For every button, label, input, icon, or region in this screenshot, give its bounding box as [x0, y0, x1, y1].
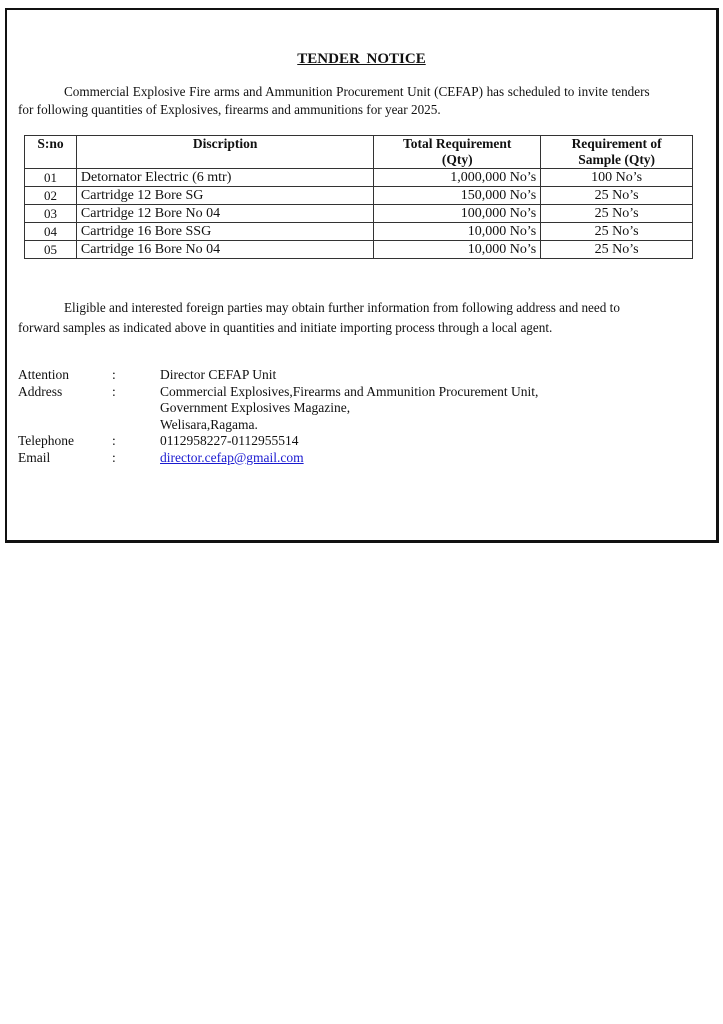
cell-total: 10,000 No’s — [374, 223, 541, 241]
cell-sample: 25 No’s — [541, 241, 693, 259]
cell-sample: 25 No’s — [541, 223, 693, 241]
table-row — [25, 241, 693, 259]
separator: : — [112, 433, 116, 448]
address-line-2: Government Explosives Magazine, — [160, 400, 351, 415]
email-label: Email — [18, 449, 51, 465]
header-total-line-1: Total Requirement — [403, 136, 512, 151]
intro-line-2: for following quantities of Explosives, firearms and ammunitions for year 2025. — [18, 101, 441, 117]
cell-description: Cartridge 16 Bore No 04 — [76, 241, 373, 259]
eligibility-paragraph — [18, 298, 708, 338]
cell-sample: 100 No’s — [541, 169, 693, 187]
table-row — [25, 223, 693, 241]
telephone-value: 0112958227-0112955514 — [160, 433, 299, 448]
table-row — [25, 187, 693, 205]
cell-description: Cartridge 12 Bore No 04 — [76, 205, 373, 223]
cell-sample: 25 No’s — [541, 187, 693, 205]
cell-description: Cartridge 16 Bore SSG — [76, 223, 373, 241]
requirements-table — [24, 135, 693, 259]
header-total-line-2: (Qty) — [441, 152, 473, 167]
eligibility-line-2: forward samples as indicated above in quantities and initiate importing process through a local agent. — [18, 320, 553, 335]
header-total-requirement — [374, 136, 541, 169]
cell-sno: 02 — [25, 187, 77, 205]
cell-total: 10,000 No’s — [374, 241, 541, 259]
contact-block — [18, 367, 660, 466]
contact-row-attention — [18, 367, 660, 384]
header-sample-requirement — [541, 136, 693, 169]
address-label: Address — [18, 383, 63, 399]
email-link[interactable]: director.cefap@gmail.com — [160, 449, 304, 465]
cell-description: Cartridge 12 Bore SG — [76, 187, 373, 205]
cell-total: 150,000 No’s — [374, 187, 541, 205]
cell-description: Detornator Electric (6 mtr) — [76, 169, 373, 187]
separator: : — [112, 383, 116, 399]
contact-row-email — [18, 450, 660, 467]
cell-total: 1,000,000 No’s — [374, 169, 541, 187]
table-row — [25, 205, 693, 223]
attention-value: Director CEFAP Unit — [160, 367, 277, 382]
header-sno: S:no — [25, 136, 77, 169]
intro-paragraph — [18, 83, 708, 118]
contact-row-telephone — [18, 433, 660, 450]
header-sample-line-2: Sample (Qty) — [578, 152, 656, 167]
cell-sno: 05 — [25, 241, 77, 259]
address-value — [160, 384, 660, 434]
contact-row-address — [18, 384, 660, 434]
cell-sno: 04 — [25, 223, 77, 241]
cell-total: 100,000 No’s — [374, 205, 541, 223]
table-header-row — [25, 136, 693, 169]
address-line-1: Commercial Explosives,Firearms and Ammunition Procurement Unit, — [160, 383, 539, 399]
address-line-3: Welisara,Ragama. — [160, 416, 258, 432]
notice-title: TENDER NOTICE — [297, 51, 426, 67]
intro-line-1: Commercial Explosive Fire arms and Ammunition Procurement Unit (CEFAP) has scheduled to invite tenders — [64, 84, 650, 99]
cell-sno: 01 — [25, 169, 77, 187]
separator: : — [112, 449, 116, 465]
cell-sample: 25 No’s — [541, 205, 693, 223]
telephone-label: Telephone — [18, 433, 75, 448]
header-sample-line-1: Requirement of — [571, 136, 662, 151]
table-row — [25, 169, 693, 187]
attention-label: Attention — [18, 367, 69, 382]
eligibility-line-1: Eligible and interested foreign parties may obtain further information from following address and need to — [64, 300, 620, 315]
notice-frame — [5, 8, 719, 543]
separator: : — [112, 367, 116, 382]
header-description: Discription — [76, 136, 373, 169]
cell-sno: 03 — [25, 205, 77, 223]
